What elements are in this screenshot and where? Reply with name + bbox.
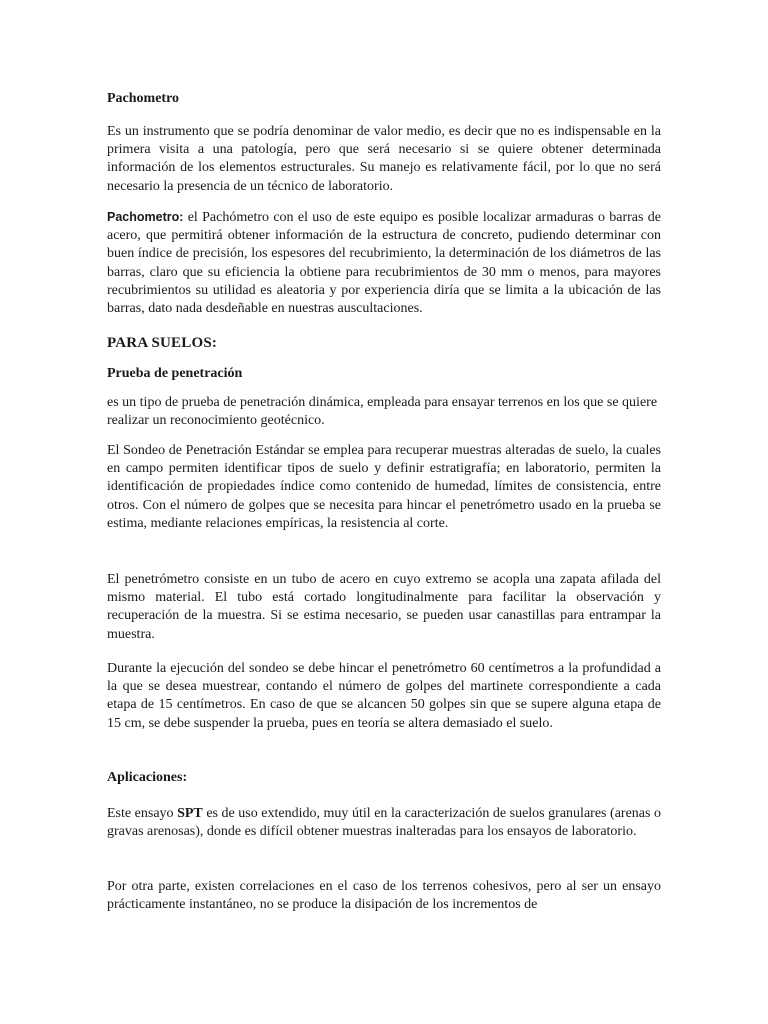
pachometro-detail-text: el Pachómetro con el uso de este equipo es posible localizar armaduras o barras de acero, que permitirá obtener información de la estructura de concreto, pudiendo determinar con buen índice de precisión, los espesores del recubrimiento, la determinación de los diámetros de las barras, claro que su eficiencia la obtiene para recubrimientos de 30 mm o menos, para mayores recubrimientos su utilidad es aleatoria y por experiencia diría que se limita a la ubicación de las barras, dato nada desdeñable en nuestras auscultaciones. bbox=[107, 210, 661, 317]
paragraph-penetrometro: El penetrómetro consiste en un tubo de acero en cuyo extremo se acopla una zapata afilada del mismo material. El tubo está cortado longitudinalmente para facilitar la observación y recuperación de la muestra. Si se estima necesario, se pueden usar canastillas para entrampar la muestra. bbox=[107, 572, 661, 642]
paragraph-prueba-definition: es un tipo de prueba de penetración dinámica, empleada para ensayar terrenos en los que se quiere realizar un reconocimiento geotécnico. bbox=[107, 395, 658, 429]
paragraph-aplicaciones-spt bbox=[107, 805, 661, 841]
heading-para-suelos: PARA SUELOS: bbox=[107, 335, 218, 351]
heading-aplicaciones: Aplicaciones: bbox=[107, 770, 188, 785]
paragraph-pachometro-intro: Es un instrumento que se podría denominar de valor medio, es decir que no es indispensable en la primera visita a una patología, pero que será necesario si se quiere obtener determinada información de los elementos estructurales. Su manejo es relativamente fácil, por lo que no será necesario la presencia de un técnico de laboratorio. bbox=[107, 124, 661, 194]
heading-pachometro: Pachometro bbox=[107, 91, 180, 106]
heading-prueba-penetracion: Prueba de penetración bbox=[107, 366, 243, 381]
paragraph-pachometro-detail bbox=[107, 208, 661, 318]
paragraph-ejecucion-sondeo: Durante la ejecución del sondeo se debe hincar el penetrómetro 60 centímetros a la profundidad a la que se desea muestrear, contando el número de golpes del martinete correspondiente a cada etapa de 15 centímetros. En caso de que se alcancen 50 golpes sin que se supere alguna etapa de 15 cm, se debe suspender la prueba, pues en teoría se altera demasiado el suelo. bbox=[107, 661, 661, 731]
spt-bold-term: SPT bbox=[177, 806, 203, 821]
pachometro-label: Pachometro: bbox=[107, 210, 184, 224]
aplicaciones-text-after: es de uso extendido, muy útil en la caracterización de suelos granulares (arenas o gravas arenosas), donde es difícil obtener muestras inalteradas para los ensayos de laboratorio. bbox=[107, 806, 661, 840]
aplicaciones-text-before: Este ensayo bbox=[107, 806, 178, 821]
paragraph-terrenos-cohesivos: Por otra parte, existen correlaciones en el caso de los terrenos cohesivos, pero al ser un ensayo prácticamente instantáneo, no se produce la disipación de los incrementos de bbox=[107, 879, 661, 913]
paragraph-sondeo-spt: El Sondeo de Penetración Estándar se emplea para recuperar muestras alteradas de suelo, la cuales en campo permiten identificar tipos de suelo y definir estratigrafía; en laboratorio, permiten la identificación de propiedades índice como contenido de humedad, límites de consistencia, entre otros. Con el número de golpes que se necesita para hincar el penetrómetro usado en la prueba se estima, mediante relaciones empíricas, la resistencia al corte. bbox=[107, 443, 661, 531]
